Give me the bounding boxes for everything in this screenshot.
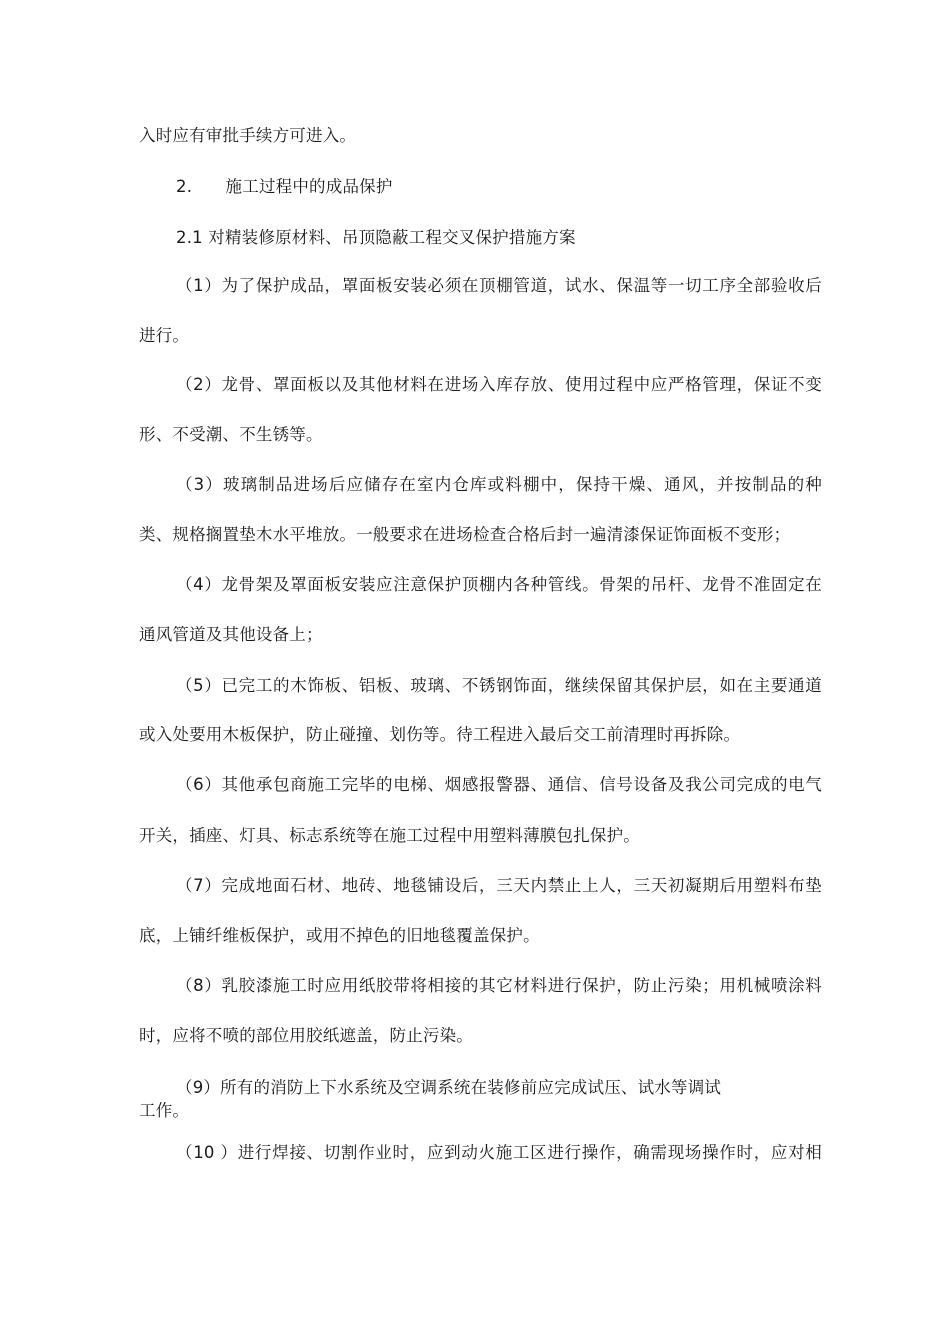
paragraph-continuation: 入时应有审批手续方可进入。	[139, 126, 357, 145]
item-8-line-1: （8）乳胶漆施工时应用纸胶带将相接的其它材料进行保护，防止污染；用机械喷涂料	[176, 976, 822, 995]
item-6-line-1: （6）其他承包商施工完毕的电梯、烟感报警器、通信、信号设备及我公司完成的电气	[176, 775, 822, 794]
item-3-line-1: （3）玻璃制品进场后应储存在室内仓库或料棚中，保持干燥、通风，并按制品的种	[176, 475, 822, 494]
item-3-line-2: 类、规格搁置垫木水平堆放。一般要求在进场检查合格后封一遍清漆保证饰面板不变形；	[139, 525, 791, 544]
item-10-line-1: （10 ）进行焊接、切割作业时，应到动火施工区进行操作，确需现场操作时，应对相	[176, 1143, 822, 1162]
item-5-line-2: 或入处要用木板保护，防止碰撞、划伤等。待工程进入最后交工前清理时再拆除。	[139, 725, 741, 744]
section-heading: 2. 施工过程中的成品保护	[176, 177, 393, 196]
item-4-line-2: 通风管道及其他设备上；	[139, 625, 323, 644]
item-9-line-2: 工作。	[139, 1101, 190, 1120]
item-7-line-1: （7）完成地面石材、地砖、地毯铺设后，三天内禁止上人，三天初凝期后用塑料布垫	[176, 876, 822, 895]
item-1-line-2: 进行。	[139, 326, 190, 345]
item-2-line-1: （2）龙骨、罩面板以及其他材料在进场入库存放、使用过程中应严格管理，保证不变	[176, 375, 822, 394]
subsection-heading: 2.1 对精装修原材料、吊顶隐蔽工程交叉保护措施方案	[176, 228, 576, 247]
item-5-line-1: （5）已完工的木饰板、铝板、玻璃、不锈钢饰面，继续保留其保护层，如在主要通道	[176, 676, 822, 695]
item-7-line-2: 底，上铺纤维板保护，或用不掉色的旧地毯覆盖保护。	[139, 926, 540, 945]
item-1-line-1: （1）为了保护成品，罩面板安装必须在顶棚管道，试水、保温等一切工序全部验收后	[176, 276, 822, 295]
item-4-line-1: （4）龙骨架及罩面板安装应注意保护顶棚内各种管线。骨架的吊杆、龙骨不准固定在	[176, 575, 822, 594]
item-9-line-1: （9）所有的消防上下水系统及空调系统在装修前应完成试压、试水等调试	[176, 1078, 722, 1097]
item-8-line-2: 时，应将不喷的部位用胶纸遮盖，防止污染。	[139, 1026, 473, 1045]
item-2-line-2: 形、不受潮、不生锈等。	[139, 425, 323, 444]
item-6-line-2: 开关，插座、灯具、标志系统等在施工过程中用塑料薄膜包扎保护。	[139, 826, 640, 845]
